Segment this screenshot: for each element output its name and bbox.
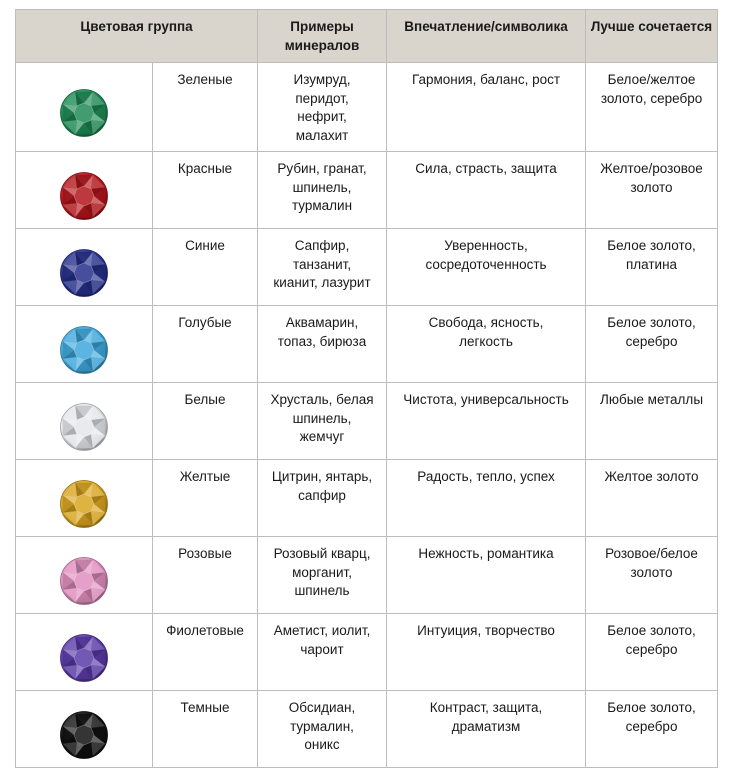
table-row (16, 306, 718, 383)
symbolism-cell: Интуиция, творчество (387, 614, 586, 691)
color-group-cell: Темные (153, 691, 258, 768)
gem-image-cell (16, 460, 153, 537)
best-with-cell: Белое золото, платина (586, 229, 718, 306)
header-color-group: Цветовая группа (16, 10, 258, 63)
symbolism-cell: Контраст, защита, драматизм (387, 691, 586, 768)
minerals-cell: Розовый кварц, морганит, шпинель (258, 537, 387, 614)
gem-image-cell (16, 152, 153, 229)
minerals-cell: Цитрин, янтарь, сапфир (258, 460, 387, 537)
best-with-cell: Розовое/белое золото (586, 537, 718, 614)
symbolism-cell: Чистота, универсальность (387, 383, 586, 460)
pink-gem-icon (60, 557, 108, 605)
gem-image-cell (16, 63, 153, 152)
table-row (16, 63, 718, 152)
black-gem-icon (60, 711, 108, 759)
white-gem-icon (60, 403, 108, 451)
table-row (16, 691, 718, 768)
symbolism-cell: Нежность, романтика (387, 537, 586, 614)
table-row (16, 537, 718, 614)
color-group-cell: Синие (153, 229, 258, 306)
gem-image-cell (16, 537, 153, 614)
best-with-cell: Белое золото, серебро (586, 691, 718, 768)
best-with-cell: Белое/желтое золото, серебро (586, 63, 718, 152)
minerals-cell: Рубин, гранат, шпинель, турмалин (258, 152, 387, 229)
color-group-cell: Голубые (153, 306, 258, 383)
blue-gem-icon (60, 249, 108, 297)
best-with-cell: Желтое золото (586, 460, 718, 537)
table-row (16, 460, 718, 537)
gem-image-cell (16, 614, 153, 691)
symbolism-cell: Радость, тепло, успех (387, 460, 586, 537)
best-with-cell: Любые металлы (586, 383, 718, 460)
color-group-cell: Красные (153, 152, 258, 229)
purple-gem-icon (60, 634, 108, 682)
color-group-cell: Желтые (153, 460, 258, 537)
symbolism-cell: Свобода, ясность, легкость (387, 306, 586, 383)
color-group-cell: Фиолетовые (153, 614, 258, 691)
minerals-cell: Сапфир, танзанит, кианит, лазурит (258, 229, 387, 306)
header-symbolism: Впечатление/символика (387, 10, 586, 63)
symbolism-cell: Гармония, баланс, рост (387, 63, 586, 152)
symbolism-cell: Уверенность, сосредоточенность (387, 229, 586, 306)
table-row (16, 152, 718, 229)
gem-image-cell (16, 691, 153, 768)
gem-color-table (15, 9, 718, 768)
table-row (16, 383, 718, 460)
red-gem-icon (60, 172, 108, 220)
minerals-cell: Изумруд, перидот, нефрит, малахит (258, 63, 387, 152)
best-with-cell: Желтое/розовое золото (586, 152, 718, 229)
color-group-cell: Зеленые (153, 63, 258, 152)
green-gem-icon (60, 89, 108, 137)
minerals-cell: Обсидиан, турмалин, оникс (258, 691, 387, 768)
gem-image-cell (16, 306, 153, 383)
header-best-with: Лучше сочетается (586, 10, 718, 63)
color-group-cell: Белые (153, 383, 258, 460)
minerals-cell: Аквамарин, топаз, бирюза (258, 306, 387, 383)
yellow-gem-icon (60, 480, 108, 528)
light-blue-gem-icon (60, 326, 108, 374)
color-group-cell: Розовые (153, 537, 258, 614)
table-header-row (16, 10, 718, 63)
table-row (16, 614, 718, 691)
gem-image-cell (16, 383, 153, 460)
gem-image-cell (16, 229, 153, 306)
symbolism-cell: Сила, страсть, защита (387, 152, 586, 229)
best-with-cell: Белое золото, серебро (586, 614, 718, 691)
minerals-cell: Аметист, иолит, чароит (258, 614, 387, 691)
table-row (16, 229, 718, 306)
header-minerals: Примеры минералов (258, 10, 387, 63)
minerals-cell: Хрусталь, белая шпинель, жемчуг (258, 383, 387, 460)
best-with-cell: Белое золото, серебро (586, 306, 718, 383)
